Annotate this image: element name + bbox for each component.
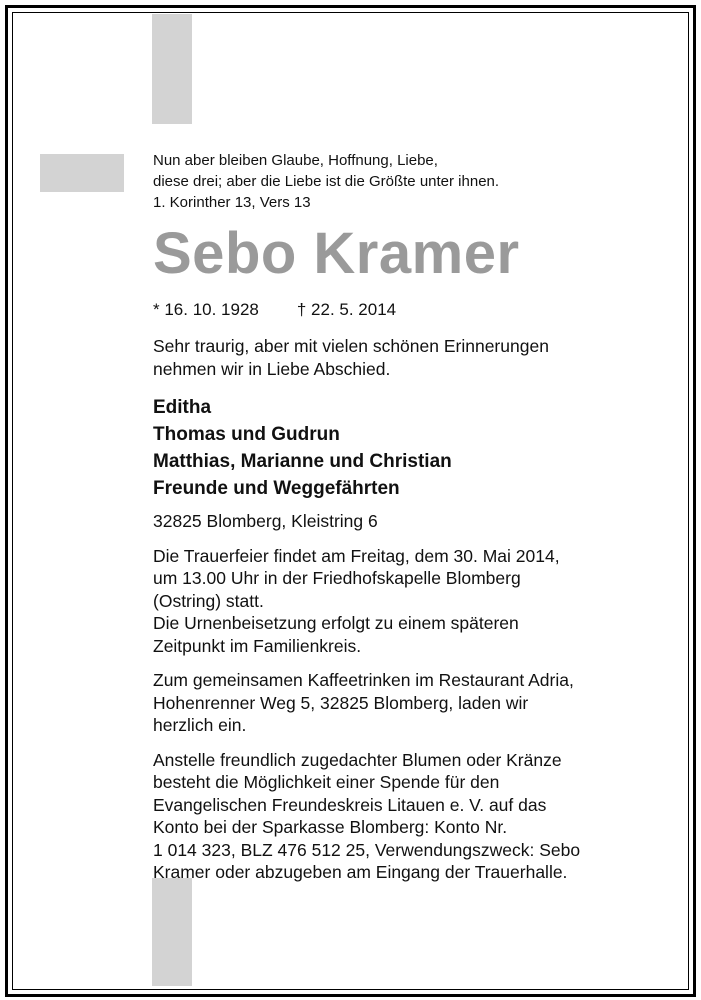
mourner: Editha (153, 397, 212, 418)
verse-line-1: Nun aber bleiben Glaube, Hoffnung, Liebe, (153, 152, 438, 169)
life-dates (153, 299, 683, 321)
cross-arm-bar (40, 154, 124, 192)
donation-line: Konto bei der Sparkasse Blomberg: Konto Nr. (153, 817, 508, 837)
mourners-list (153, 394, 683, 502)
mourner: Matthias, Marianne und Christian (153, 451, 452, 472)
deceased-name: Sebo Kramer (153, 221, 520, 286)
birth-date: * 16. 10. 1928 (153, 300, 259, 319)
donation-line: 1 014 323, BLZ 476 512 25, Verwendungszweck: Sebo (153, 839, 581, 860)
coffee-invitation (153, 669, 683, 737)
funeral-line: (Ostring) statt. (153, 590, 264, 611)
donation-line: besteht die Möglichkeit einer Spende für den (153, 772, 500, 792)
donation-line: Evangelischen Freundeskreis Litauen e. V. auf das (153, 794, 547, 815)
coffee-line: Zum gemeinsamen Kaffeetrinken im Restaurant Adria, (153, 670, 574, 690)
donation-line: Anstelle freundlich zugedachter Blumen oder Kränze (153, 749, 562, 770)
verse-reference: 1. Korinther 13, Vers 13 (153, 194, 311, 211)
funeral-line: Die Urnenbeisetzung erfolgt zu einem späteren (153, 613, 519, 633)
funeral-line: Die Trauerfeier findet am Freitag, dem 30. Mai 2014, (153, 545, 560, 566)
funeral-line: Zeitpunkt im Familienkreis. (153, 635, 362, 656)
funeral-info (153, 545, 683, 658)
farewell-line: nehmen wir in Liebe Abschied. (153, 358, 391, 379)
funeral-line: um 13.00 Uhr in der Friedhofskapelle Blomberg (153, 568, 521, 588)
verse-line-2: diese drei; aber die Liebe ist die Größte unter ihnen. (153, 173, 500, 190)
mourner: Thomas und Gudrun (153, 424, 340, 445)
cross-top-bar (152, 14, 192, 124)
farewell-text (153, 335, 683, 380)
death-date: † 22. 5. 2014 (296, 300, 397, 319)
donation-info (153, 749, 683, 884)
coffee-line: Hohenrenner Weg 5, 32825 Blomberg, laden wir (153, 692, 529, 713)
farewell-line: Sehr traurig, aber mit vielen schönen Erinnerungen (153, 336, 549, 356)
cross-bottom-bar (152, 878, 192, 986)
obituary-content (153, 150, 683, 884)
coffee-line: herzlich ein. (153, 715, 247, 735)
family-address: 32825 Blomberg, Kleistring 6 (153, 511, 378, 531)
mourner: Freunde und Weggefährten (153, 478, 400, 499)
bible-verse (153, 150, 683, 213)
donation-line: Kramer oder abzugeben am Eingang der Trauerhalle. (153, 862, 568, 882)
